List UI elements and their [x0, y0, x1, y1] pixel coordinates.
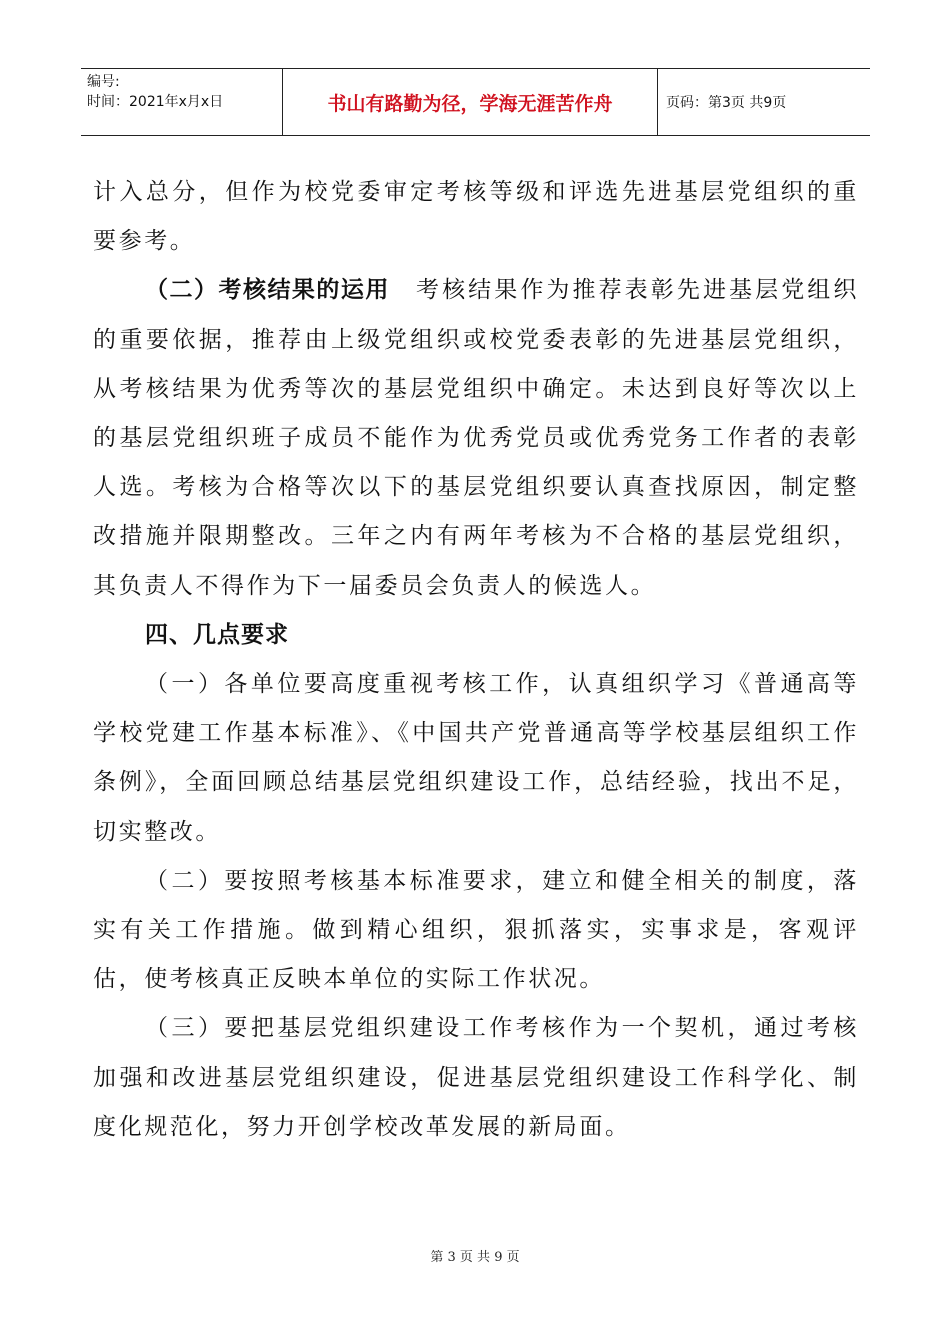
paragraph-2-lead: （二）考核结果的运用 [145, 277, 390, 304]
header-page-info: 页码：第3页 共9页 [666, 95, 787, 111]
page-header [81, 68, 870, 136]
paragraph-2 [93, 266, 859, 610]
paragraph-4: （二）要按照考核基本标准要求，建立和健全相关的制度，落实有关工作措施。做到精心组织，狠抓落实，实事求是，客观评估，使考核真正反映本单位的实际工作状况。 [93, 867, 859, 993]
paragraph-1: 计入总分，但作为校党委审定考核等级和评选先进基层党组织的重要参考。 [93, 179, 859, 255]
time-label: 时间：2021年x月x日 [87, 94, 224, 110]
document-body [93, 168, 859, 1152]
section-heading-4: 四、几点要求 [145, 621, 289, 648]
paragraph-2-text: 考核结果作为推荐表彰先进基层党组织的重要依据，推荐由上级党组织或校党委表彰的先进基层党组织，从考核结果为优秀等次的基层党组织中确定。未达到良好等次以上的基层党组织班子成员不能作为优秀党员或优秀党务工作者的表彰人选。考核为合格等次以下的基层党组织要认真查找原因，制定整改措施并限期整改。三年之内有两年考核为不合格的基层党组织，其负责人不得作为下一届委员会负责人的候选人。 [93, 277, 859, 599]
page-footer: 第 3 页 共 9 页 [430, 1250, 520, 1265]
header-motto: 书山有路勤为径，学海无涯苦作舟 [283, 69, 658, 135]
serial-label: 编号: [87, 74, 120, 90]
paragraph-5: （三）要把基层党组织建设工作考核作为一个契机，通过考核加强和改进基层党组织建设，促进基层党组织建设工作科学化、制度化规范化，努力开创学校改革发展的新局面。 [93, 1015, 859, 1140]
header-meta [81, 69, 283, 135]
paragraph-3: （一）各单位要高度重视考核工作，认真组织学习《普通高等学校党建工作基本标准》、《中国共产党普通高等学校基层组织工作条例》，全面回顾总结基层党组织建设工作，总结经验，找出不足，切实整改。 [93, 671, 859, 845]
